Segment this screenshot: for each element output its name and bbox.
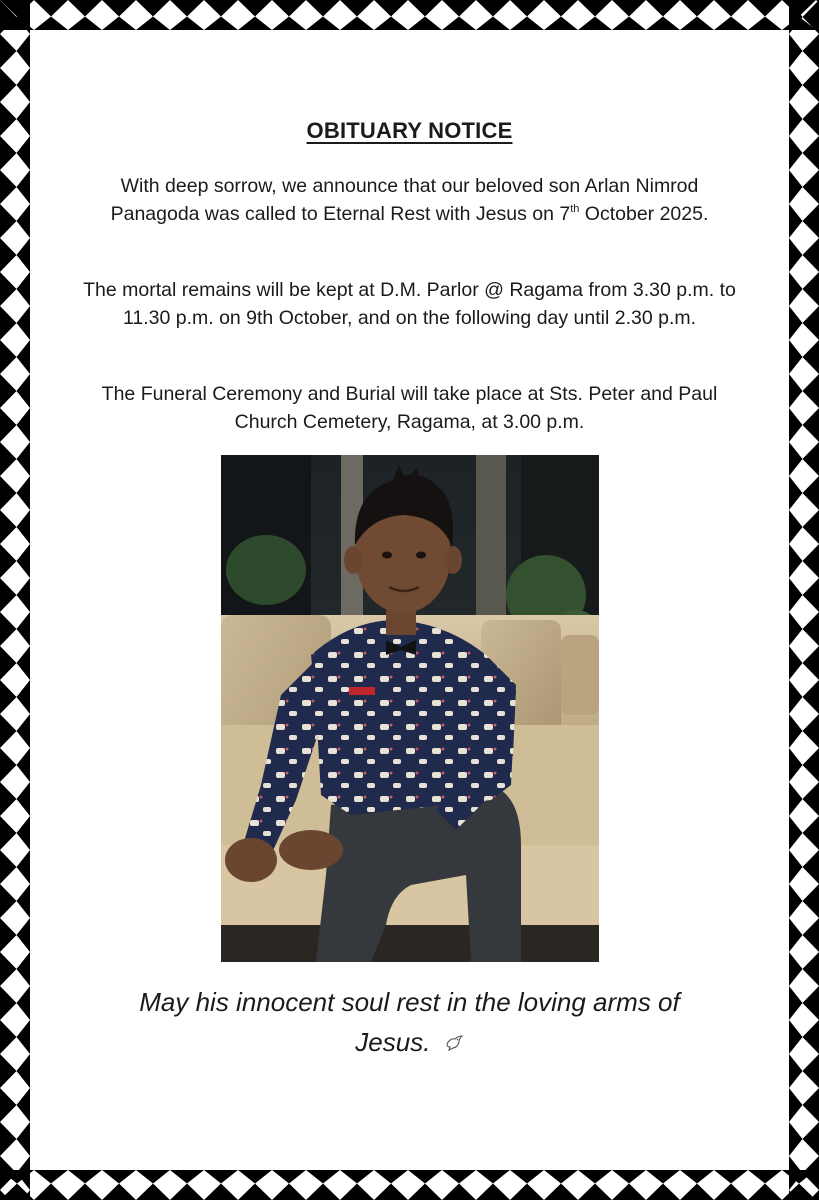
border-chevron	[510, 0, 544, 17]
border-chevron	[680, 1184, 714, 1200]
border-chevron	[782, 1184, 816, 1200]
border-chevron	[789, 1054, 803, 1088]
border-chevron	[803, 816, 819, 850]
border-chevron	[238, 1170, 272, 1184]
border-chevron	[442, 1184, 476, 1200]
border-chevron	[102, 17, 136, 31]
closing-prayer-line1: May his innocent soul rest in the loving arms of	[139, 987, 680, 1017]
closing-prayer	[40, 982, 779, 1064]
border-chevron	[340, 0, 374, 17]
border-chevron	[17, 272, 31, 306]
border-chevron	[714, 0, 748, 17]
border-chevron	[789, 136, 803, 170]
border-chevron	[789, 374, 803, 408]
border-chevron	[0, 476, 17, 510]
border-chevron	[17, 1122, 31, 1156]
border-chevron	[0, 306, 17, 340]
border-chevron	[803, 680, 819, 714]
border-chevron	[803, 1088, 819, 1122]
announcement-text: With deep sorrow, we announce that our beloved son Arlan Nimrod Panagoda was called to Eternal Rest with Jesus on 7	[110, 175, 699, 225]
border-chevron	[803, 1054, 819, 1088]
border-chevron	[803, 1020, 819, 1054]
border-chevron	[803, 986, 819, 1020]
border-chevron	[544, 1184, 578, 1200]
border-chevron	[374, 0, 408, 17]
border-chevron	[578, 0, 612, 17]
border-chevron	[803, 1156, 819, 1190]
border-chevron	[17, 1054, 31, 1088]
border-chevron	[476, 17, 510, 31]
border-chevron	[789, 986, 803, 1020]
border-chevron	[0, 1020, 17, 1054]
border-chevron	[789, 680, 803, 714]
border-chevron	[102, 1184, 136, 1200]
border-chevron	[272, 1184, 306, 1200]
border-chevron	[789, 612, 803, 646]
border-chevron	[0, 1156, 17, 1190]
announcement-text-end: October 2025.	[579, 203, 709, 225]
border-chevron	[803, 918, 819, 952]
border-chevron	[803, 170, 819, 204]
border-chevron	[714, 1184, 748, 1200]
border-chevron	[803, 510, 819, 544]
border-chevron	[170, 0, 204, 17]
border-chevron	[34, 1170, 68, 1184]
border-chevron	[17, 544, 31, 578]
announcement-paragraph	[80, 172, 739, 228]
border-chevron	[204, 1184, 238, 1200]
border-chevron	[544, 0, 578, 17]
border-chevron	[803, 884, 819, 918]
border-chevron	[578, 1170, 612, 1184]
border-chevron	[340, 17, 374, 31]
border-chevron	[789, 1122, 803, 1156]
border-chevron	[803, 578, 819, 612]
border-chevron	[136, 1184, 170, 1200]
border-chevron	[789, 714, 803, 748]
border-chevron	[578, 1184, 612, 1200]
border-chevron	[803, 272, 819, 306]
border-chevron	[789, 816, 803, 850]
border-chevron	[803, 408, 819, 442]
border-chevron	[17, 408, 31, 442]
border-chevron	[0, 102, 17, 136]
border-chevron	[612, 17, 646, 31]
border-chevron	[789, 442, 803, 476]
border-chevron	[0, 204, 17, 238]
border-chevron	[0, 986, 17, 1020]
border-chevron	[17, 952, 31, 986]
border-chevron	[612, 1184, 646, 1200]
border-chevron	[408, 1184, 442, 1200]
border-chevron	[136, 17, 170, 31]
border-chevron	[803, 238, 819, 272]
border-chevron	[803, 1122, 819, 1156]
border-chevron	[306, 1170, 340, 1184]
border-chevron	[17, 68, 31, 102]
border-chevron	[803, 612, 819, 646]
border-chevron	[789, 102, 803, 136]
border-chevron	[789, 884, 803, 918]
closing-prayer-line2: Jesus.	[355, 1027, 431, 1057]
border-chevron	[680, 17, 714, 31]
border-chevron	[789, 918, 803, 952]
notice-title	[60, 118, 759, 144]
border-chevron	[17, 136, 31, 170]
border-chevron	[0, 1054, 17, 1088]
border-chevron	[476, 0, 510, 17]
border-chevron	[170, 1184, 204, 1200]
border-chevron	[17, 918, 31, 952]
border-chevron	[789, 782, 803, 816]
border-chevron	[17, 612, 31, 646]
border-chevron	[17, 680, 31, 714]
border-chevron	[0, 952, 17, 986]
border-chevron	[789, 748, 803, 782]
border-chevron	[0, 918, 17, 952]
border-chevron	[442, 1170, 476, 1184]
border-chevron	[803, 646, 819, 680]
border-chevron	[374, 1184, 408, 1200]
border-chevron	[374, 1170, 408, 1184]
border-chevron	[374, 17, 408, 31]
border-chevron	[789, 204, 803, 238]
border-chevron	[748, 1170, 782, 1184]
border-chevron	[612, 1170, 646, 1184]
border-chevron	[68, 0, 102, 17]
border-chevron	[0, 612, 17, 646]
viewing-details-paragraph: The mortal remains will be kept at D.M. Parlor @ Ragama from 3.30 p.m. to 11.30 p.m. on 9th October, and on the following day until 2.30 p.m.	[83, 279, 736, 329]
border-chevron	[803, 476, 819, 510]
border-chevron	[17, 442, 31, 476]
border-chevron	[714, 17, 748, 31]
border-chevron	[238, 17, 272, 31]
border-chevron	[789, 408, 803, 442]
border-chevron	[803, 34, 819, 68]
border-chevron	[136, 1170, 170, 1184]
border-chevron	[803, 136, 819, 170]
border-chevron	[170, 1170, 204, 1184]
ordinal-suffix: th	[570, 203, 580, 215]
border-chevron	[102, 0, 136, 17]
border-chevron	[17, 1088, 31, 1122]
border-chevron	[170, 17, 204, 31]
border-chevron	[803, 850, 819, 884]
border-chevron	[789, 238, 803, 272]
border-chevron	[272, 1170, 306, 1184]
border-chevron	[789, 476, 803, 510]
border-chevron	[789, 68, 803, 102]
border-chevron	[17, 374, 31, 408]
border-chevron	[0, 272, 17, 306]
border-chevron	[17, 510, 31, 544]
border-chevron	[680, 1170, 714, 1184]
border-chevron	[789, 170, 803, 204]
border-chevron	[646, 0, 680, 17]
border-chevron	[789, 850, 803, 884]
border-chevron	[204, 0, 238, 17]
border-chevron	[803, 748, 819, 782]
border-chevron	[510, 17, 544, 31]
border-chevron	[0, 850, 17, 884]
border-chevron	[17, 34, 31, 68]
border-chevron	[0, 680, 17, 714]
border-chevron	[17, 306, 31, 340]
border-chevron	[748, 0, 782, 17]
border-chevron	[340, 1170, 374, 1184]
border-chevron	[17, 782, 31, 816]
border-chevron	[17, 748, 31, 782]
border-chevron	[544, 17, 578, 31]
border-chevron	[17, 170, 31, 204]
border-chevron	[0, 510, 17, 544]
border-chevron	[68, 17, 102, 31]
border-chevron	[17, 476, 31, 510]
border-chevron	[238, 0, 272, 17]
border-chevron	[0, 884, 17, 918]
notice-title-text: OBITUARY NOTICE	[306, 118, 513, 143]
border-chevron	[17, 1156, 31, 1190]
border-chevron	[0, 816, 17, 850]
border-chevron	[408, 1170, 442, 1184]
border-chevron	[0, 646, 17, 680]
border-chevron	[803, 340, 819, 374]
border-chevron	[748, 1184, 782, 1200]
border-chevron	[17, 646, 31, 680]
border-chevron	[408, 0, 442, 17]
border-chevron	[476, 1170, 510, 1184]
border-chevron	[803, 102, 819, 136]
border-chevron	[0, 136, 17, 170]
border-chevron	[714, 1170, 748, 1184]
border-chevron	[68, 1170, 102, 1184]
border-chevron	[0, 544, 17, 578]
border-chevron	[340, 1184, 374, 1200]
border-chevron	[17, 850, 31, 884]
border-chevron	[803, 544, 819, 578]
border-chevron	[102, 1170, 136, 1184]
border-chevron	[17, 1020, 31, 1054]
border-chevron	[17, 102, 31, 136]
border-chevron	[803, 782, 819, 816]
border-chevron	[34, 1184, 68, 1200]
border-chevron	[646, 17, 680, 31]
border-chevron	[803, 714, 819, 748]
border-chevron	[789, 34, 803, 68]
border-chevron	[34, 17, 68, 31]
border-chevron	[306, 0, 340, 17]
border-chevron	[204, 1170, 238, 1184]
border-chevron	[17, 986, 31, 1020]
border-chevron	[0, 340, 17, 374]
border-chevron	[0, 782, 17, 816]
funeral-details-paragraph: The Funeral Ceremony and Burial will take place at Sts. Peter and Paul Church Cemetery, Ragama, at 3.00 p.m.	[101, 383, 718, 433]
memorial-photo	[221, 455, 599, 962]
border-chevron	[789, 340, 803, 374]
border-chevron	[789, 1088, 803, 1122]
border-chevron	[306, 17, 340, 31]
border-chevron	[136, 0, 170, 17]
border-chevron	[510, 1170, 544, 1184]
border-chevron	[612, 0, 646, 17]
border-chevron	[204, 17, 238, 31]
border-chevron	[803, 204, 819, 238]
border-chevron	[17, 714, 31, 748]
border-chevron	[789, 272, 803, 306]
border-chevron	[803, 952, 819, 986]
border-chevron	[0, 374, 17, 408]
border-chevron	[748, 17, 782, 31]
border-chevron	[306, 1184, 340, 1200]
border-chevron	[17, 578, 31, 612]
border-chevron	[0, 578, 17, 612]
border-chevron	[0, 34, 17, 68]
border-chevron	[68, 1184, 102, 1200]
border-chevron	[0, 170, 17, 204]
border-chevron	[680, 0, 714, 17]
border-chevron	[803, 442, 819, 476]
border-chevron	[476, 1184, 510, 1200]
border-chevron	[789, 578, 803, 612]
border-chevron	[789, 646, 803, 680]
border-chevron	[789, 1156, 803, 1190]
border-chevron	[0, 238, 17, 272]
border-chevron	[272, 0, 306, 17]
border-chevron	[803, 306, 819, 340]
border-chevron	[510, 1184, 544, 1200]
border-chevron	[442, 0, 476, 17]
border-chevron	[0, 1122, 17, 1156]
border-chevron	[789, 544, 803, 578]
border-chevron	[0, 748, 17, 782]
border-chevron	[803, 374, 819, 408]
border-chevron	[442, 17, 476, 31]
dove-icon	[444, 1024, 464, 1064]
border-chevron	[789, 952, 803, 986]
border-chevron	[789, 1020, 803, 1054]
border-chevron	[0, 408, 17, 442]
border-chevron	[17, 340, 31, 374]
border-chevron	[789, 306, 803, 340]
border-chevron	[789, 510, 803, 544]
border-chevron	[34, 0, 68, 17]
border-chevron	[578, 17, 612, 31]
border-chevron	[646, 1170, 680, 1184]
border-chevron	[238, 1184, 272, 1200]
border-chevron	[646, 1184, 680, 1200]
border-chevron	[17, 816, 31, 850]
border-chevron	[17, 204, 31, 238]
border-chevron	[0, 68, 17, 102]
border-chevron	[408, 17, 442, 31]
border-chevron	[0, 442, 17, 476]
border-chevron	[272, 17, 306, 31]
border-chevron	[803, 68, 819, 102]
border-chevron	[0, 714, 17, 748]
border-chevron	[544, 1170, 578, 1184]
border-chevron	[17, 884, 31, 918]
border-chevron	[17, 238, 31, 272]
border-chevron	[0, 1088, 17, 1122]
